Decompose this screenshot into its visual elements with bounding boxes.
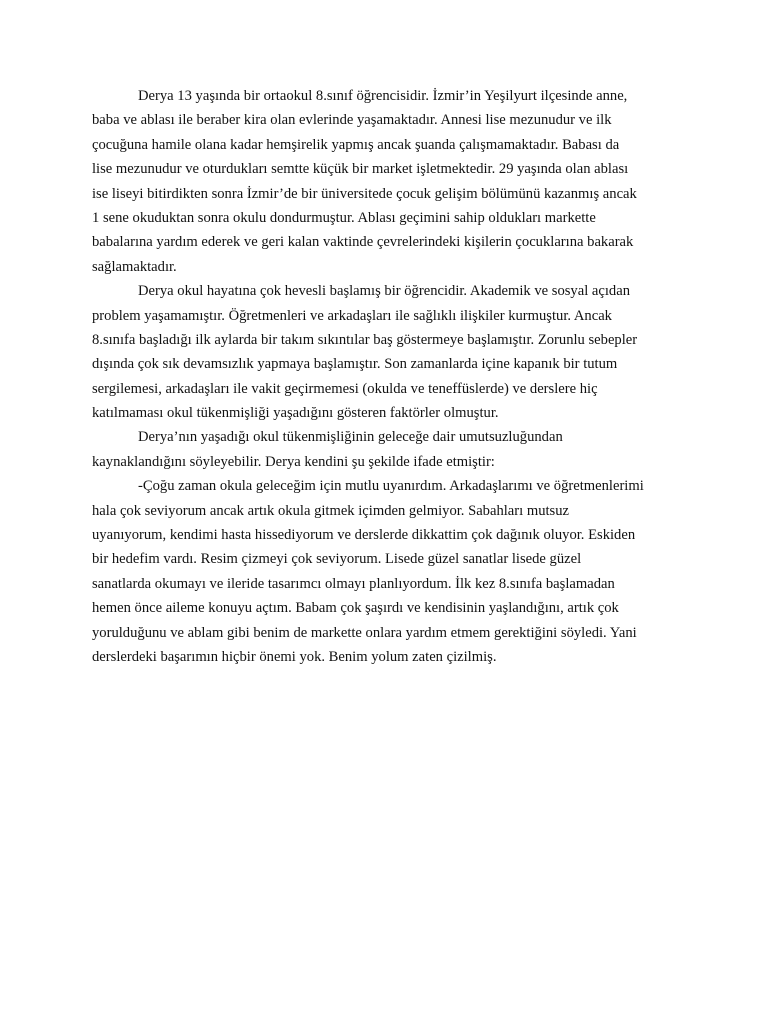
- text-line: 1 sene okuduktan sonra okulu dondurmuştur. Ablası geçimini sahip oldukları markette: [92, 209, 596, 226]
- text-line: lise mezunudur ve oturdukları semtte küçük bir market işletmektedir. 29 yaşında olan ablası: [92, 161, 629, 178]
- text-line: sergilemesi, arkadaşları ile vakit geçirmemesi (okulda ve teneffüslerde) ve derslere hiç: [92, 380, 598, 397]
- text-line: derslerdeki başarımın hiçbir önemi yok. Benim yolum zaten çizilmiş.: [92, 648, 497, 665]
- text-line: Derya’nın yaşadığı okul tükenmişliğinin geleceğe dair umutsuzluğundan: [138, 429, 563, 446]
- text-line: kaynaklandığını söyleyebilir. Derya kendini şu şekilde ifade etmiştir:: [92, 453, 495, 470]
- text-line: hemen önce aileme konuyu açtım. Babam çok şaşırdı ve kendisinin yaşlandığını, artık çok: [92, 600, 619, 617]
- text-line: dışında çok sık devamsızlık yapmaya başlamıştır. Son zamanlarda içine kapanık bir tutum: [92, 356, 618, 373]
- text-line: bir hedefim vardı. Resim çizmeyi çok seviyorum. Lisede güzel sanatlar lisede güzel: [92, 551, 582, 568]
- text-line: sanatlarda okumayı ve ileride tasarımcı olmayı planlıyordum. İlk kez 8.sınıfa başlamadan: [92, 575, 615, 592]
- paragraph-3: [92, 425, 688, 474]
- text-line: Derya 13 yaşında bir ortaokul 8.sınıf öğrencisidir. İzmir’in Yeşilyurt ilçesinde anne,: [138, 88, 628, 104]
- text-line: babalarına yardım ederek ve geri kalan vaktinde çevrelerindeki kişilerin çocuklarına bakarak: [92, 234, 634, 251]
- paragraph-2: [92, 279, 688, 425]
- text-line: uyanıyorum, kendimi hasta hissediyorum ve derslerde dikkattim çok dağınık oluyor. Eskiden: [92, 527, 636, 544]
- text-line: -Çoğu zaman okula geleceğim için mutlu uyanırdım. Arkadaşlarımı ve öğretmenlerimi: [138, 478, 644, 495]
- document-body: [92, 84, 688, 669]
- text-line: çocuğuna hamile olana kadar hemşirelik yapmış ancak şuanda çalışmamaktadır. Babası da: [92, 136, 620, 153]
- paragraph-4: [92, 474, 688, 669]
- text-line: 8.sınıfa başladığı ilk aylarda bir takım sıkıntılar baş göstermeye başlamıştır. Zorunlu sebepler: [92, 331, 638, 348]
- text-line: sağlamaktadır.: [92, 258, 177, 275]
- text-line: yorulduğunu ve ablam gibi benim de markette onlara yardım etmem gerektiğini söyledi. Yani: [92, 624, 637, 641]
- paragraph-1: [92, 84, 688, 279]
- text-line: problem yaşamamıştır. Öğretmenleri ve arkadaşları ile sağlıklı ilişkiler kurmuştur. Ancak: [92, 307, 612, 324]
- text-line: Derya okul hayatına çok hevesli başlamış bir öğrencidir. Akademik ve sosyal açıdan: [138, 283, 630, 300]
- text-line: katılmaması okul tükenmişliği yaşadığını gösteren faktörler olmuştur.: [92, 405, 499, 422]
- text-line: hala çok seviyorum ancak artık okula gitmek içimden gelmiyor. Sabahları mutsuz: [92, 502, 570, 519]
- text-line: baba ve ablası ile beraber kira olan evlerinde yaşamaktadır. Annesi lise mezunudur ve ilk: [92, 112, 612, 129]
- text-line: ise liseyi bitirdikten sonra İzmir’de bir üniversitede çocuk gelişim bölümünü kazanmış ancak: [92, 185, 637, 202]
